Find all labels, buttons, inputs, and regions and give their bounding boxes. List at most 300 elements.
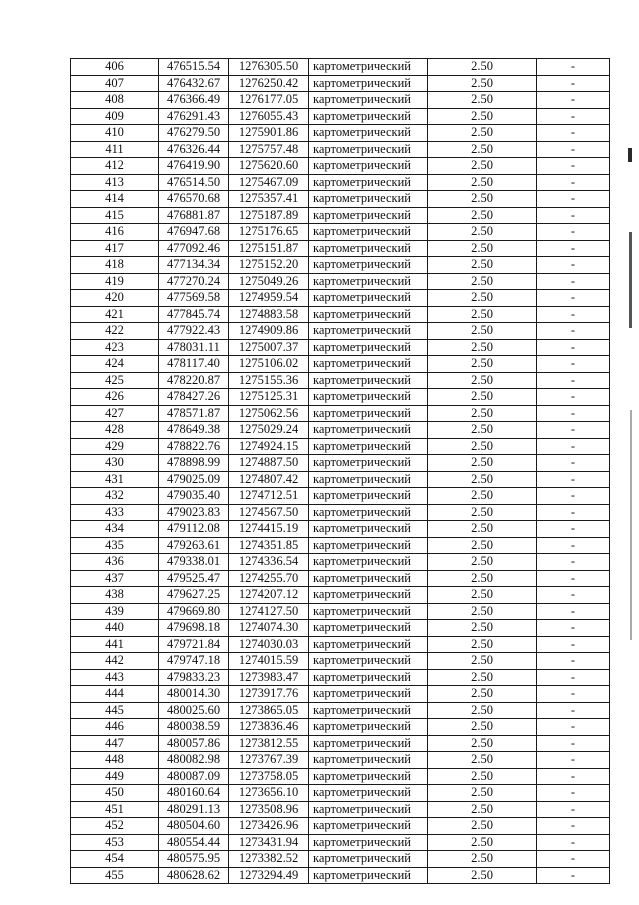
method-cell: картометрический bbox=[309, 306, 428, 323]
method-cell: картометрический bbox=[309, 422, 428, 439]
point-number-cell: 453 bbox=[71, 834, 159, 851]
method-cell: картометрический bbox=[309, 521, 428, 538]
table-row bbox=[71, 521, 610, 538]
y-coordinate-cell: 1273431.94 bbox=[229, 834, 309, 851]
point-number-cell: 423 bbox=[71, 339, 159, 356]
y-coordinate-cell: 1274883.58 bbox=[229, 306, 309, 323]
method-cell: картометрический bbox=[309, 92, 428, 109]
x-coordinate-cell: 476570.68 bbox=[159, 191, 229, 208]
method-cell: картометрический bbox=[309, 389, 428, 406]
method-cell: картометрический bbox=[309, 224, 428, 241]
scan-margin-artifact bbox=[629, 232, 632, 328]
y-coordinate-cell: 1273767.39 bbox=[229, 752, 309, 769]
point-number-cell: 409 bbox=[71, 108, 159, 125]
x-coordinate-cell: 479023.83 bbox=[159, 504, 229, 521]
note-cell: - bbox=[537, 719, 610, 736]
note-cell: - bbox=[537, 504, 610, 521]
table-row bbox=[71, 867, 610, 884]
x-coordinate-cell: 477845.74 bbox=[159, 306, 229, 323]
point-number-cell: 444 bbox=[71, 686, 159, 703]
note-cell: - bbox=[537, 306, 610, 323]
x-coordinate-cell: 479721.84 bbox=[159, 636, 229, 653]
point-number-cell: 417 bbox=[71, 240, 159, 257]
method-cell: картометрический bbox=[309, 834, 428, 851]
method-cell: картометрический bbox=[309, 240, 428, 257]
y-coordinate-cell: 1275007.37 bbox=[229, 339, 309, 356]
method-cell: картометрический bbox=[309, 537, 428, 554]
note-cell: - bbox=[537, 620, 610, 637]
y-coordinate-cell: 1273382.52 bbox=[229, 851, 309, 868]
note-cell: - bbox=[537, 818, 610, 835]
method-cell: картометрический bbox=[309, 504, 428, 521]
coordinates-table-body bbox=[71, 59, 610, 884]
y-coordinate-cell: 1275467.09 bbox=[229, 174, 309, 191]
note-cell: - bbox=[537, 768, 610, 785]
accuracy-cell: 2.50 bbox=[428, 851, 537, 868]
y-coordinate-cell: 1275062.56 bbox=[229, 405, 309, 422]
table-row bbox=[71, 257, 610, 274]
accuracy-cell: 2.50 bbox=[428, 785, 537, 802]
x-coordinate-cell: 476432.67 bbox=[159, 75, 229, 92]
note-cell: - bbox=[537, 686, 610, 703]
point-number-cell: 445 bbox=[71, 702, 159, 719]
point-number-cell: 437 bbox=[71, 570, 159, 587]
method-cell: картометрический bbox=[309, 785, 428, 802]
note-cell: - bbox=[537, 702, 610, 719]
table-row bbox=[71, 306, 610, 323]
y-coordinate-cell: 1274567.50 bbox=[229, 504, 309, 521]
note-cell: - bbox=[537, 92, 610, 109]
method-cell: картометрический bbox=[309, 587, 428, 604]
x-coordinate-cell: 480038.59 bbox=[159, 719, 229, 736]
method-cell: картометрический bbox=[309, 372, 428, 389]
note-cell: - bbox=[537, 273, 610, 290]
x-coordinate-cell: 479747.18 bbox=[159, 653, 229, 670]
point-number-cell: 436 bbox=[71, 554, 159, 571]
accuracy-cell: 2.50 bbox=[428, 141, 537, 158]
accuracy-cell: 2.50 bbox=[428, 158, 537, 175]
table-row bbox=[71, 504, 610, 521]
table-row bbox=[71, 323, 610, 340]
table-row bbox=[71, 339, 610, 356]
y-coordinate-cell: 1275151.87 bbox=[229, 240, 309, 257]
point-number-cell: 430 bbox=[71, 455, 159, 472]
note-cell: - bbox=[537, 422, 610, 439]
y-coordinate-cell: 1275029.24 bbox=[229, 422, 309, 439]
table-row bbox=[71, 488, 610, 505]
note-cell: - bbox=[537, 158, 610, 175]
y-coordinate-cell: 1275176.65 bbox=[229, 224, 309, 241]
method-cell: картометрический bbox=[309, 125, 428, 142]
y-coordinate-cell: 1273426.96 bbox=[229, 818, 309, 835]
y-coordinate-cell: 1275901.86 bbox=[229, 125, 309, 142]
x-coordinate-cell: 480057.86 bbox=[159, 735, 229, 752]
accuracy-cell: 2.50 bbox=[428, 372, 537, 389]
y-coordinate-cell: 1274255.70 bbox=[229, 570, 309, 587]
point-number-cell: 421 bbox=[71, 306, 159, 323]
accuracy-cell: 2.50 bbox=[428, 521, 537, 538]
table-row bbox=[71, 587, 610, 604]
accuracy-cell: 2.50 bbox=[428, 191, 537, 208]
table-row bbox=[71, 108, 610, 125]
y-coordinate-cell: 1274807.42 bbox=[229, 471, 309, 488]
x-coordinate-cell: 477270.24 bbox=[159, 273, 229, 290]
x-coordinate-cell: 477092.46 bbox=[159, 240, 229, 257]
accuracy-cell: 2.50 bbox=[428, 306, 537, 323]
method-cell: картометрический bbox=[309, 438, 428, 455]
point-number-cell: 415 bbox=[71, 207, 159, 224]
x-coordinate-cell: 479035.40 bbox=[159, 488, 229, 505]
point-number-cell: 427 bbox=[71, 405, 159, 422]
accuracy-cell: 2.50 bbox=[428, 636, 537, 653]
x-coordinate-cell: 480014.30 bbox=[159, 686, 229, 703]
accuracy-cell: 2.50 bbox=[428, 405, 537, 422]
table-row bbox=[71, 768, 610, 785]
y-coordinate-cell: 1274887.50 bbox=[229, 455, 309, 472]
note-cell: - bbox=[537, 455, 610, 472]
point-number-cell: 449 bbox=[71, 768, 159, 785]
note-cell: - bbox=[537, 240, 610, 257]
table-row bbox=[71, 92, 610, 109]
point-number-cell: 450 bbox=[71, 785, 159, 802]
y-coordinate-cell: 1276250.42 bbox=[229, 75, 309, 92]
y-coordinate-cell: 1274030.03 bbox=[229, 636, 309, 653]
point-number-cell: 435 bbox=[71, 537, 159, 554]
x-coordinate-cell: 480554.44 bbox=[159, 834, 229, 851]
x-coordinate-cell: 480575.95 bbox=[159, 851, 229, 868]
x-coordinate-cell: 480082.98 bbox=[159, 752, 229, 769]
y-coordinate-cell: 1275106.02 bbox=[229, 356, 309, 373]
accuracy-cell: 2.50 bbox=[428, 653, 537, 670]
y-coordinate-cell: 1273865.05 bbox=[229, 702, 309, 719]
y-coordinate-cell: 1273758.05 bbox=[229, 768, 309, 785]
table-row bbox=[71, 174, 610, 191]
point-number-cell: 413 bbox=[71, 174, 159, 191]
point-number-cell: 411 bbox=[71, 141, 159, 158]
point-number-cell: 438 bbox=[71, 587, 159, 604]
method-cell: картометрический bbox=[309, 405, 428, 422]
note-cell: - bbox=[537, 174, 610, 191]
y-coordinate-cell: 1275620.60 bbox=[229, 158, 309, 175]
note-cell: - bbox=[537, 488, 610, 505]
accuracy-cell: 2.50 bbox=[428, 669, 537, 686]
method-cell: картометрический bbox=[309, 851, 428, 868]
note-cell: - bbox=[537, 851, 610, 868]
point-number-cell: 414 bbox=[71, 191, 159, 208]
x-coordinate-cell: 477922.43 bbox=[159, 323, 229, 340]
accuracy-cell: 2.50 bbox=[428, 75, 537, 92]
accuracy-cell: 2.50 bbox=[428, 273, 537, 290]
x-coordinate-cell: 480087.09 bbox=[159, 768, 229, 785]
table-row bbox=[71, 620, 610, 637]
table-row bbox=[71, 851, 610, 868]
accuracy-cell: 2.50 bbox=[428, 801, 537, 818]
point-number-cell: 431 bbox=[71, 471, 159, 488]
x-coordinate-cell: 478649.38 bbox=[159, 422, 229, 439]
note-cell: - bbox=[537, 59, 610, 76]
method-cell: картометрический bbox=[309, 669, 428, 686]
method-cell: картометрический bbox=[309, 752, 428, 769]
accuracy-cell: 2.50 bbox=[428, 240, 537, 257]
table-row bbox=[71, 537, 610, 554]
x-coordinate-cell: 478822.76 bbox=[159, 438, 229, 455]
accuracy-cell: 2.50 bbox=[428, 834, 537, 851]
x-coordinate-cell: 476947.68 bbox=[159, 224, 229, 241]
x-coordinate-cell: 476514.50 bbox=[159, 174, 229, 191]
accuracy-cell: 2.50 bbox=[428, 290, 537, 307]
table-row bbox=[71, 752, 610, 769]
y-coordinate-cell: 1274207.12 bbox=[229, 587, 309, 604]
point-number-cell: 412 bbox=[71, 158, 159, 175]
y-coordinate-cell: 1275187.89 bbox=[229, 207, 309, 224]
accuracy-cell: 2.50 bbox=[428, 356, 537, 373]
point-number-cell: 446 bbox=[71, 719, 159, 736]
accuracy-cell: 2.50 bbox=[428, 455, 537, 472]
y-coordinate-cell: 1274015.59 bbox=[229, 653, 309, 670]
method-cell: картометрический bbox=[309, 290, 428, 307]
method-cell: картометрический bbox=[309, 636, 428, 653]
method-cell: картометрический bbox=[309, 158, 428, 175]
y-coordinate-cell: 1273836.46 bbox=[229, 719, 309, 736]
point-number-cell: 433 bbox=[71, 504, 159, 521]
accuracy-cell: 2.50 bbox=[428, 587, 537, 604]
x-coordinate-cell: 479698.18 bbox=[159, 620, 229, 637]
coordinates-table bbox=[70, 58, 610, 884]
table-row bbox=[71, 422, 610, 439]
point-number-cell: 455 bbox=[71, 867, 159, 884]
point-number-cell: 418 bbox=[71, 257, 159, 274]
note-cell: - bbox=[537, 290, 610, 307]
method-cell: картометрический bbox=[309, 570, 428, 587]
note-cell: - bbox=[537, 537, 610, 554]
note-cell: - bbox=[537, 554, 610, 571]
accuracy-cell: 2.50 bbox=[428, 686, 537, 703]
x-coordinate-cell: 479112.08 bbox=[159, 521, 229, 538]
table-row bbox=[71, 224, 610, 241]
x-coordinate-cell: 476881.87 bbox=[159, 207, 229, 224]
table-row bbox=[71, 554, 610, 571]
table-row bbox=[71, 471, 610, 488]
method-cell: картометрический bbox=[309, 554, 428, 571]
y-coordinate-cell: 1273812.55 bbox=[229, 735, 309, 752]
accuracy-cell: 2.50 bbox=[428, 207, 537, 224]
note-cell: - bbox=[537, 653, 610, 670]
point-number-cell: 408 bbox=[71, 92, 159, 109]
y-coordinate-cell: 1275049.26 bbox=[229, 273, 309, 290]
note-cell: - bbox=[537, 372, 610, 389]
x-coordinate-cell: 479833.23 bbox=[159, 669, 229, 686]
note-cell: - bbox=[537, 834, 610, 851]
point-number-cell: 443 bbox=[71, 669, 159, 686]
x-coordinate-cell: 479669.80 bbox=[159, 603, 229, 620]
method-cell: картометрический bbox=[309, 191, 428, 208]
table-row bbox=[71, 389, 610, 406]
x-coordinate-cell: 479525.47 bbox=[159, 570, 229, 587]
point-number-cell: 429 bbox=[71, 438, 159, 455]
accuracy-cell: 2.50 bbox=[428, 389, 537, 406]
accuracy-cell: 2.50 bbox=[428, 59, 537, 76]
x-coordinate-cell: 479025.09 bbox=[159, 471, 229, 488]
accuracy-cell: 2.50 bbox=[428, 174, 537, 191]
point-number-cell: 447 bbox=[71, 735, 159, 752]
x-coordinate-cell: 478571.87 bbox=[159, 405, 229, 422]
note-cell: - bbox=[537, 636, 610, 653]
accuracy-cell: 2.50 bbox=[428, 323, 537, 340]
x-coordinate-cell: 476279.50 bbox=[159, 125, 229, 142]
accuracy-cell: 2.50 bbox=[428, 603, 537, 620]
accuracy-cell: 2.50 bbox=[428, 768, 537, 785]
method-cell: картометрический bbox=[309, 339, 428, 356]
table-row bbox=[71, 785, 610, 802]
y-coordinate-cell: 1274712.51 bbox=[229, 488, 309, 505]
note-cell: - bbox=[537, 471, 610, 488]
point-number-cell: 442 bbox=[71, 653, 159, 670]
method-cell: картометрический bbox=[309, 471, 428, 488]
method-cell: картометрический bbox=[309, 867, 428, 884]
point-number-cell: 434 bbox=[71, 521, 159, 538]
note-cell: - bbox=[537, 438, 610, 455]
method-cell: картометрический bbox=[309, 603, 428, 620]
x-coordinate-cell: 479263.61 bbox=[159, 537, 229, 554]
y-coordinate-cell: 1274351.85 bbox=[229, 537, 309, 554]
y-coordinate-cell: 1276305.50 bbox=[229, 59, 309, 76]
table-row bbox=[71, 686, 610, 703]
point-number-cell: 452 bbox=[71, 818, 159, 835]
point-number-cell: 406 bbox=[71, 59, 159, 76]
accuracy-cell: 2.50 bbox=[428, 554, 537, 571]
y-coordinate-cell: 1275357.41 bbox=[229, 191, 309, 208]
point-number-cell: 432 bbox=[71, 488, 159, 505]
accuracy-cell: 2.50 bbox=[428, 752, 537, 769]
x-coordinate-cell: 476515.54 bbox=[159, 59, 229, 76]
method-cell: картометрический bbox=[309, 257, 428, 274]
table-row bbox=[71, 207, 610, 224]
method-cell: картометрический bbox=[309, 273, 428, 290]
y-coordinate-cell: 1276177.05 bbox=[229, 92, 309, 109]
method-cell: картометрический bbox=[309, 818, 428, 835]
method-cell: картометрический bbox=[309, 702, 428, 719]
x-coordinate-cell: 476366.49 bbox=[159, 92, 229, 109]
x-coordinate-cell: 476419.90 bbox=[159, 158, 229, 175]
x-coordinate-cell: 478898.99 bbox=[159, 455, 229, 472]
accuracy-cell: 2.50 bbox=[428, 537, 537, 554]
accuracy-cell: 2.50 bbox=[428, 471, 537, 488]
table-row bbox=[71, 141, 610, 158]
table-row bbox=[71, 801, 610, 818]
x-coordinate-cell: 480291.13 bbox=[159, 801, 229, 818]
table-row bbox=[71, 636, 610, 653]
method-cell: картометрический bbox=[309, 768, 428, 785]
accuracy-cell: 2.50 bbox=[428, 422, 537, 439]
y-coordinate-cell: 1273508.96 bbox=[229, 801, 309, 818]
note-cell: - bbox=[537, 521, 610, 538]
note-cell: - bbox=[537, 75, 610, 92]
accuracy-cell: 2.50 bbox=[428, 224, 537, 241]
method-cell: картометрический bbox=[309, 801, 428, 818]
x-coordinate-cell: 478031.11 bbox=[159, 339, 229, 356]
method-cell: картометрический bbox=[309, 59, 428, 76]
x-coordinate-cell: 479627.25 bbox=[159, 587, 229, 604]
table-row bbox=[71, 702, 610, 719]
method-cell: картометрический bbox=[309, 141, 428, 158]
table-row bbox=[71, 455, 610, 472]
note-cell: - bbox=[537, 389, 610, 406]
table-row bbox=[71, 570, 610, 587]
note-cell: - bbox=[537, 141, 610, 158]
method-cell: картометрический bbox=[309, 735, 428, 752]
point-number-cell: 448 bbox=[71, 752, 159, 769]
accuracy-cell: 2.50 bbox=[428, 92, 537, 109]
table-row bbox=[71, 653, 610, 670]
method-cell: картометрический bbox=[309, 686, 428, 703]
table-row bbox=[71, 125, 610, 142]
y-coordinate-cell: 1273294.49 bbox=[229, 867, 309, 884]
point-number-cell: 422 bbox=[71, 323, 159, 340]
table-row bbox=[71, 669, 610, 686]
note-cell: - bbox=[537, 207, 610, 224]
note-cell: - bbox=[537, 108, 610, 125]
note-cell: - bbox=[537, 224, 610, 241]
note-cell: - bbox=[537, 669, 610, 686]
note-cell: - bbox=[537, 867, 610, 884]
point-number-cell: 441 bbox=[71, 636, 159, 653]
point-number-cell: 407 bbox=[71, 75, 159, 92]
scan-margin-artifact bbox=[630, 410, 632, 640]
accuracy-cell: 2.50 bbox=[428, 339, 537, 356]
point-number-cell: 416 bbox=[71, 224, 159, 241]
table-row bbox=[71, 372, 610, 389]
x-coordinate-cell: 476291.43 bbox=[159, 108, 229, 125]
y-coordinate-cell: 1275125.31 bbox=[229, 389, 309, 406]
note-cell: - bbox=[537, 785, 610, 802]
method-cell: картометрический bbox=[309, 207, 428, 224]
x-coordinate-cell: 480628.62 bbox=[159, 867, 229, 884]
x-coordinate-cell: 479338.01 bbox=[159, 554, 229, 571]
table-row bbox=[71, 59, 610, 76]
note-cell: - bbox=[537, 587, 610, 604]
table-row bbox=[71, 290, 610, 307]
y-coordinate-cell: 1274959.54 bbox=[229, 290, 309, 307]
table-row bbox=[71, 240, 610, 257]
point-number-cell: 420 bbox=[71, 290, 159, 307]
y-coordinate-cell: 1275757.48 bbox=[229, 141, 309, 158]
accuracy-cell: 2.50 bbox=[428, 504, 537, 521]
note-cell: - bbox=[537, 801, 610, 818]
y-coordinate-cell: 1274924.15 bbox=[229, 438, 309, 455]
note-cell: - bbox=[537, 735, 610, 752]
method-cell: картометрический bbox=[309, 75, 428, 92]
note-cell: - bbox=[537, 125, 610, 142]
method-cell: картометрический bbox=[309, 323, 428, 340]
method-cell: картометрический bbox=[309, 653, 428, 670]
accuracy-cell: 2.50 bbox=[428, 125, 537, 142]
accuracy-cell: 2.50 bbox=[428, 438, 537, 455]
y-coordinate-cell: 1273656.10 bbox=[229, 785, 309, 802]
table-row bbox=[71, 405, 610, 422]
note-cell: - bbox=[537, 570, 610, 587]
note-cell: - bbox=[537, 191, 610, 208]
y-coordinate-cell: 1274074.30 bbox=[229, 620, 309, 637]
point-number-cell: 454 bbox=[71, 851, 159, 868]
method-cell: картометрический bbox=[309, 356, 428, 373]
y-coordinate-cell: 1274415.19 bbox=[229, 521, 309, 538]
accuracy-cell: 2.50 bbox=[428, 818, 537, 835]
x-coordinate-cell: 480160.64 bbox=[159, 785, 229, 802]
point-number-cell: 426 bbox=[71, 389, 159, 406]
note-cell: - bbox=[537, 405, 610, 422]
x-coordinate-cell: 476326.44 bbox=[159, 141, 229, 158]
point-number-cell: 410 bbox=[71, 125, 159, 142]
